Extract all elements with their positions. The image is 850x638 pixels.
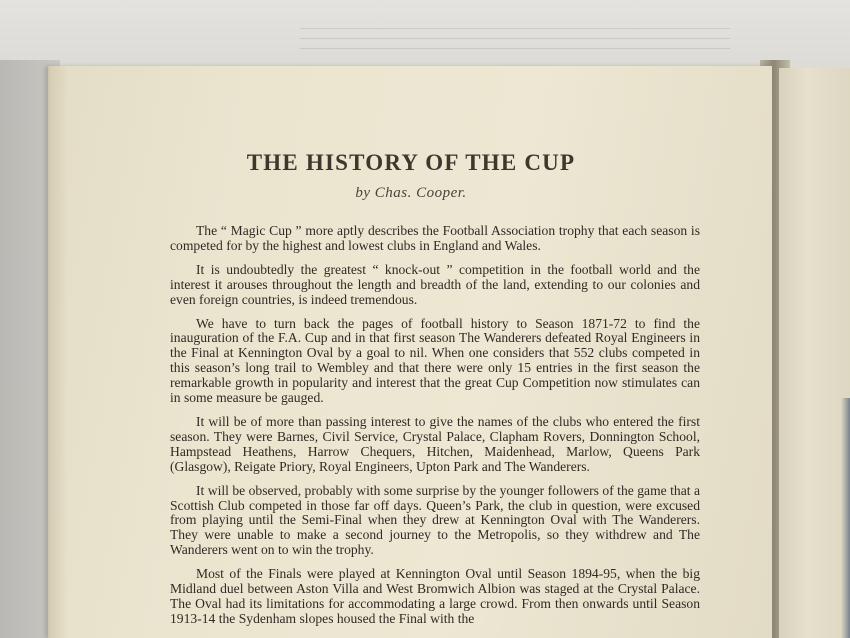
background-text-blur [300, 28, 730, 58]
facing-page [778, 68, 850, 638]
paragraph: We have to turn back the pages of football history to Season 1871-72 to find the inauguration of the F.A. Cup and in that first season The Wanderers defeated Royal Engineers in the Final at Kennington Oval by a goal to nil. When one considers that 552 clubs competed in this season’s long trail to Wembley and that there were only 15 entries in the first season the remarkable growth in popularity and interest that the great Cup Competition now stimulates can in some measure be gauged. [170, 315, 700, 406]
paragraph: It is undoubtedly the greatest “ knock-out ” competition in the football world and the interest it arouses throughout the length and breadth of the land, extending to our colonies and even foreign countries, is indeed tremendous. [170, 261, 700, 307]
article-body [170, 224, 700, 636]
facing-page-cover-edge [841, 398, 850, 638]
paragraph: Most of the Finals were played at Kennington Oval until Season 1894-95, when the big Midland duel between Aston Villa and West Bromwich Albion was staged at the Crystal Palace. The Oval had its limitations for accommodating a large crowd. From then onwards until Season 1913-14 the Sydenham slopes housed the Final with the [170, 566, 700, 626]
paragraph: It will be observed, probably with some surprise by the younger followers of the game that a Scottish Club competed in those far off days. Queen’s Park, the club in question, were excused from playing until the Semi-Final when they drew at Kennington Oval with The Wanderers. They were unable to make a second journey to the Metropolis, so they withdrew and The Wanderers went on to win the trophy. [170, 482, 700, 558]
article-byline: by Chas. Cooper. [355, 185, 467, 201]
article-title: THE HISTORY OF THE CUP [246, 150, 576, 175]
paragraph: The “ Magic Cup ” more aptly describes the Football Association trophy that each season is competed for by the highest and lowest clubs in England and Wales. [170, 223, 700, 253]
programme-page [48, 66, 772, 638]
paragraph: It will be of more than passing interest to give the names of the clubs who entered the first season. They were Barnes, Civil Service, Crystal Palace, Clapham Rovers, Donnington School, Hampstead Heathens, Harrow Chequers, Hitchen, Maidenhead, Marlow, Queens Park (Glasgow), Reigate Priory, Royal Engineers, Upton Park and The Wanderers. [170, 413, 700, 474]
